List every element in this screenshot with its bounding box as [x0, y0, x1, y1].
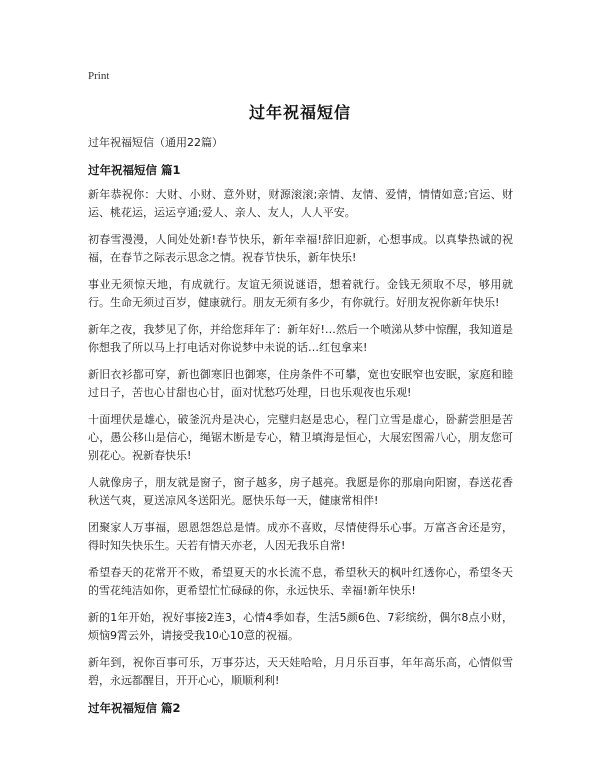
paragraph: 希望春天的花常开不败，希望夏天的水长流不息，希望秋天的枫叶红透你心，希望冬天的雪花纯洁如你，更希望忙忙碌碌的你，永远快乐、幸福!新年快乐! [88, 566, 513, 597]
paragraph: 新年恭祝你：大财、小财、意外财，财源滚滚;亲情、友情、爱情，情情如意;官运、财运、桃花运，运运亨通;爱人、亲人、友人，人人平安。 [88, 188, 513, 219]
paragraph: 新年之夜，我梦见了你，并给您拜年了：新年好!…然后一个喷涕从梦中惊醒，我知道是你想我了所以马上打电话对你说梦中未说的话…红包拿来! [88, 323, 513, 354]
paragraph: 团聚家人万事福，恩恩怨怨总是情。成亦不喜败，尽情使得乐心事。万富吝舍还是穷，得时知失快乐生。天若有情天亦老，人因无我乐自常! [88, 521, 513, 552]
paragraph: 新旧衣衫都可穿，新也御寒旧也御寒，住房条件不可攀，宽也安眠窄也安眠，家庭和睦过日子，苦也心甘甜也心甘，面对忧愁巧处理，日也乐观夜也乐观! [88, 368, 513, 399]
page-title: 过年祝福短信 [248, 103, 351, 122]
paragraph: 新年到，祝你百事可乐，万事芬达，天天娃哈哈，月月乐百事，年年高乐高，心情似雪碧，永远都醒目，开开心心，顺顺利利! [88, 656, 513, 687]
section-heading: 过年祝福短信 篇1 [88, 163, 181, 177]
paragraph: 初春雪漫漫，人间处处新!春节快乐，新年幸福!辞旧迎新，心想事成。以真挚热诚的祝福，在春节之际表示思念之情。祝春节快乐，新年快乐! [88, 233, 513, 264]
paragraph: 十面埋伏是雄心，破釜沉舟是决心，完璧归赵是忠心，程门立雪是虚心，卧薪尝胆是苦心，愚公移山是信心，绳锯木断是专心，精卫填海是恒心，大展宏图需八心，朋友您可别花心。祝新春快乐! [88, 413, 513, 462]
paragraph: 人就像房子，朋友就是窗子，窗子越多，房子越亮。我愿是你的那扇向阳窗，春送花香秋送气爽，夏送凉风冬送阳光。愿快乐每一天，健康常相伴! [88, 476, 513, 507]
document-subtitle: 过年祝福短信（通用22篇） [88, 136, 223, 149]
paragraph: 事业无须惊天地，有成就行。友谊无须说谜语，想着就行。金钱无须取不尽，够用就行。生命无须过百岁，健康就行。朋友无须有多少，有你就行。好朋友祝你新年快乐! [88, 278, 513, 309]
print-label[interactable]: Print [88, 70, 110, 82]
section-heading: 过年祝福短信 篇2 [88, 701, 181, 715]
paragraph: 新的1年开始，祝好事接2连3，心情4季如春，生活5颜6色、7彩缤纷，偶尔8点小财，烦恼9霄云外，请接受我10心10意的祝福。 [88, 611, 513, 642]
document-body [88, 134, 513, 724]
